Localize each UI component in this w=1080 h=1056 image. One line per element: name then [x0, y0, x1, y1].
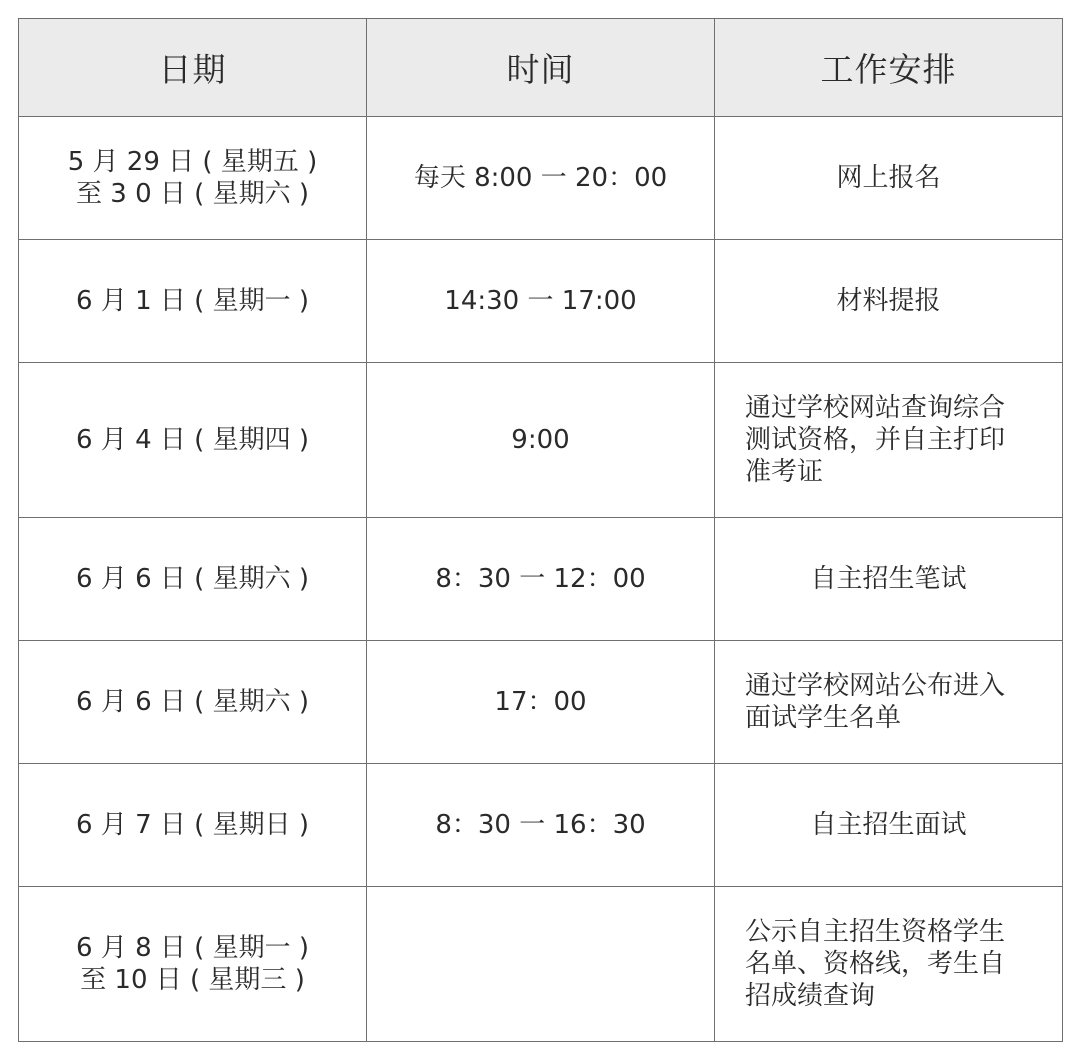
date-line: 至 3 0 日 ( 星期六 ) [76, 179, 309, 209]
task-line: 通过学校网站公布进入 [745, 671, 1006, 701]
task-cell [715, 518, 1063, 641]
task-line: 自主招生面试 [810, 810, 967, 840]
date-cell [19, 117, 367, 240]
time-cell [367, 887, 715, 1042]
task-line: 通过学校网站查询综合 [745, 393, 1006, 423]
date-line: 6 月 4 日 ( 星期四 ) [76, 425, 309, 455]
date-line: 5 月 29 日 ( 星期五 ) [67, 147, 318, 177]
header-row [19, 19, 1063, 117]
date-line: 6 月 1 日 ( 星期一 ) [76, 286, 309, 316]
table-row [19, 641, 1063, 764]
time-cell: 8：30 一 16：30 [367, 764, 715, 887]
schedule-table [18, 18, 1063, 1042]
time-cell: 17：00 [367, 641, 715, 764]
table-row [19, 363, 1063, 518]
date-line: 至 10 日 ( 星期三 ) [80, 965, 305, 995]
table-row [19, 764, 1063, 887]
task-line: 测试资格，并自主打印 [745, 425, 1006, 455]
time-cell: 14:30 一 17:00 [367, 240, 715, 363]
task-line: 自主招生笔试 [810, 564, 967, 594]
time-cell: 8：30 一 12：00 [367, 518, 715, 641]
task-cell [715, 641, 1063, 764]
task-line: 面试学生名单 [745, 703, 902, 733]
task-line: 网上报名 [836, 163, 941, 193]
table-row [19, 887, 1063, 1042]
header-task: 工作安排 [715, 19, 1063, 117]
date-line: 6 月 8 日 ( 星期一 ) [76, 933, 309, 963]
date-cell [19, 240, 367, 363]
task-cell [715, 117, 1063, 240]
date-cell [19, 363, 367, 518]
header-date: 日期 [19, 19, 367, 117]
task-line: 准考证 [745, 457, 824, 487]
date-line: 6 月 6 日 ( 星期六 ) [76, 687, 309, 717]
table-row [19, 518, 1063, 641]
task-cell [715, 240, 1063, 363]
task-line: 材料提报 [836, 286, 941, 316]
date-cell [19, 764, 367, 887]
task-line: 招成绩查询 [745, 981, 876, 1011]
date-cell [19, 641, 367, 764]
time-cell: 9:00 [367, 363, 715, 518]
header-time: 时间 [367, 19, 715, 117]
date-line: 6 月 6 日 ( 星期六 ) [76, 564, 309, 594]
date-cell [19, 887, 367, 1042]
date-cell [19, 518, 367, 641]
table-row [19, 240, 1063, 363]
task-line: 名单、资格线，考生自 [745, 949, 1006, 979]
task-cell [715, 887, 1063, 1042]
time-cell: 每天 8:00 一 20：00 [367, 117, 715, 240]
date-line: 6 月 7 日 ( 星期日 ) [76, 810, 309, 840]
table-row [19, 117, 1063, 240]
task-line: 公示自主招生资格学生 [745, 917, 1006, 947]
task-cell [715, 764, 1063, 887]
task-cell [715, 363, 1063, 518]
